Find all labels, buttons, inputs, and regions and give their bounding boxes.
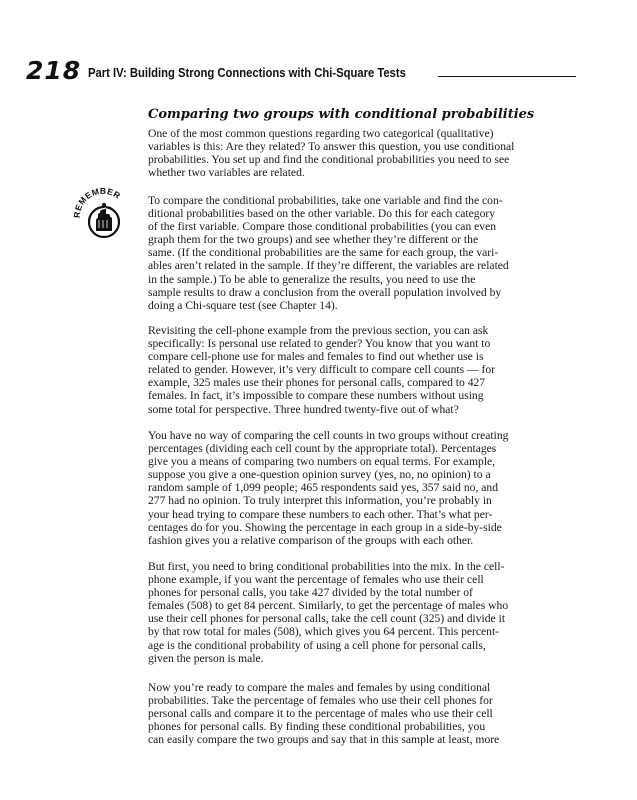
text-line: To compare the conditional probabilities, take one variable and find the con- (148, 194, 503, 207)
paragraph-2 (148, 194, 558, 312)
remember-icon-label: REMEMBER (72, 185, 123, 219)
text-line: centages do for you. Showing the percentage in each group in a side-by-side (148, 520, 502, 534)
text-line: by that row total for males (508), which gives you 64 percent. This percent- (148, 625, 500, 639)
text-line: phone example, if you want the percentage of females who use their cell (148, 573, 484, 587)
text-line: females. In fact, it’s impossible to compare these numbers without using (148, 389, 484, 403)
text-line: sample results to draw a conclusion from the overall population involved by (148, 285, 502, 299)
text-line: ditional probabilities based on the other variable. Do this for each category (148, 207, 496, 221)
header-rule (438, 76, 576, 77)
text-line: probabilities. You set up and find the conditional probabilities you need to see (148, 153, 510, 167)
text-line: same. (If the conditional probabilities are the same for each group, the vari- (148, 246, 499, 260)
part-title: Part IV: Building Strong Connections with Chi-Square Tests (88, 66, 406, 80)
text-line: Revisiting the cell-phone example from the previous section, you can ask (148, 324, 489, 337)
text-line: ables aren’t related in the sample. If they’re different, the variables are related (148, 259, 509, 273)
text-line: your head trying to compare these numbers to each other. That’s what per- (148, 507, 493, 521)
paragraph-5 (148, 560, 558, 665)
text-line: example, 325 males use their phones for personal calls, compared to 427 (148, 376, 486, 390)
paragraph-4 (148, 429, 558, 547)
text-line: specifically: Is personal use related to gender? You know that you want to (148, 337, 491, 351)
text-line: variables is this: Are they related? To answer this question, you use conditional (148, 140, 515, 154)
page-header (26, 56, 566, 86)
text-line: related to gender. However, it’s very difficult to compare cell counts — for (148, 363, 496, 377)
text-line: probabilities. Take the percentage of females who use their cell phones for (148, 694, 493, 708)
text-line: graph them for the two groups) and see whether they’re different or the (148, 233, 479, 247)
text-line: fashion gives you a relative comparison of the groups with each other. (148, 533, 474, 547)
text-line: But first, you need to bring conditional probabilities into the mix. In the cell- (148, 560, 505, 573)
text-line: Now you’re ready to compare the males and females by using conditional (148, 681, 491, 694)
text-line: in the sample.) To be able to generalize the results, you need to use the (148, 272, 476, 286)
remember-icon (72, 184, 134, 246)
text-line: age is the conditional probability of using a cell phone for personal calls, (148, 638, 486, 652)
section-title: Comparing two groups with conditional probabilities (148, 107, 535, 122)
text-line: females (508) to get 84 percent. Similarly, to get the percentage of males who (148, 599, 509, 613)
text-line: suppose you give a one-question opinion survey (yes, no, no opinion) to a (148, 468, 491, 482)
text-line: given the person is male. (148, 651, 264, 665)
text-line: doing a Chi-square test (see Chapter 14). (148, 298, 338, 312)
paragraph-6 (148, 681, 558, 746)
text-line: One of the most common questions regarding two categorical (qualitative) (148, 127, 494, 140)
text-line: random sample of 1,099 people; 465 respondents said yes, 357 said no, and (148, 481, 499, 495)
text-line: use their cell phones for personal calls, take the cell count (325) and divide it (148, 612, 506, 626)
text-line: percentages (dividing each cell count by the appropriate total). Percentages (148, 442, 497, 456)
text-line: whether two variables are related. (148, 166, 305, 180)
text-line: phones for personal calls. By finding these conditional probabilities, you (148, 720, 486, 734)
text-line: of the first variable. Compare those conditional probabilities (you can even (148, 220, 497, 234)
page-number: 218 (26, 56, 82, 85)
text-line: 277 had no opinion. To truly interpret this information, you’re probably in (148, 494, 492, 508)
text-line: personal calls and compare it to the percentage of males who use their cell (148, 707, 493, 721)
text-line: give you a means of comparing two numbers on equal terms. For example, (148, 455, 496, 469)
text-line: compare cell-phone use for males and females to find out whether use is (148, 350, 484, 364)
paragraph-3 (148, 324, 558, 416)
text-line: some total for perspective. Three hundred twenty-five out of what? (148, 402, 459, 416)
text-line: You have no way of comparing the cell counts in two groups without creating (148, 429, 509, 442)
text-line: can easily compare the two groups and say that in this sample at least, more (148, 733, 500, 747)
paragraph-1 (148, 127, 558, 179)
text-line: phones for personal calls, you take 427 divided by the total number of (148, 586, 473, 600)
